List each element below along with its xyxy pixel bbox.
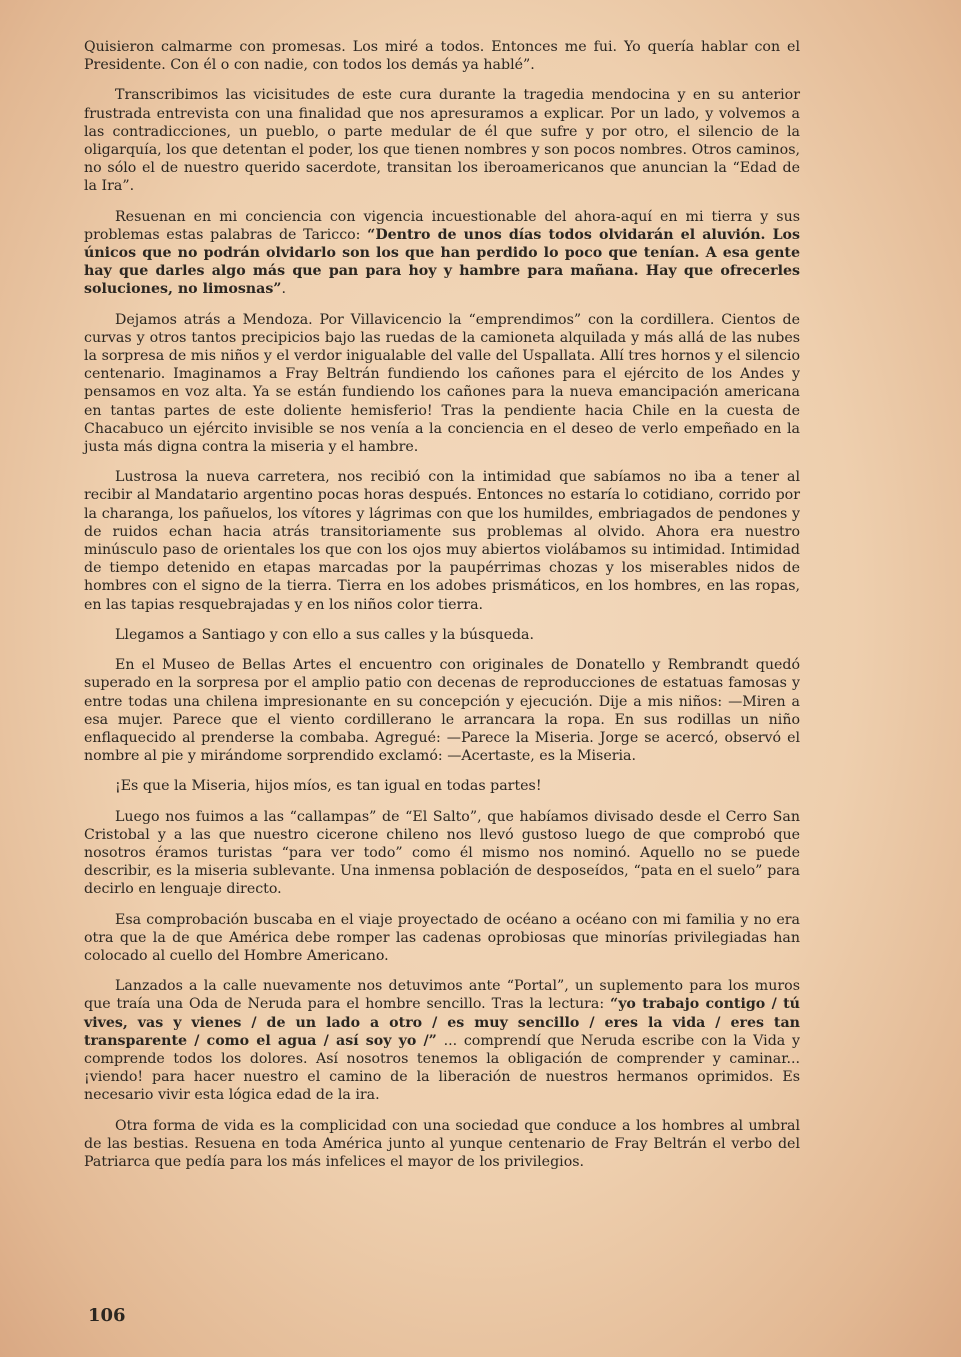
paragraph-5: Lustrosa la nueva carretera, nos recibió con la intimidad que sabíamos no iba a tener al recibir al Mandatario argentino pocas horas después. Entonces no estaría lo cotidiano, corrido por la charanga, los pañuelos, los vítores y lágrimas con que los humildes, embriagados de pendones y de ruidos echan hacia atrás transitoriamente sus problemas al olvido. Ahora era nuestro minúsculo paso de orientales los que con los ojos muy abiertos violábamos su intimidad. Intimidad de tiempo detenido en etapas marcadas por la paupérrimas chozas y los miserables nidos de hombres con el signo de la tierra. Tierra en los adobes prismáticos, en los hombres, en las ropas, en las tapias resquebrajadas y en los niños color tierra. (84, 469, 800, 613)
paragraph-10: Esa comprobación buscaba en el viaje proyectado de océano a océano con mi familia y no era otra que la de que América debe romper las cadenas oprobiosas que minorías privilegiadas han colocado al cuello del Hombre Americano. (84, 911, 800, 964)
paragraph-2: Transcribimos las vicisitudes de este cura durante la tragedia mendocina y en su anterior frustrada entrevista con una finalidad que nos apresuramos a explicar. Por un lado, y volvemos a las contradicciones, un pueblo, o parte medular de él que sufre y por otro, el silencio de la oligarquía, los que detentan el poder, los que tienen nombres y son pocos nombres. Otros caminos, no sólo el de nuestro querido sacerdote, transitan los iberoamericanos que anuncian la “Edad de la Ira”. (84, 87, 800, 195)
paragraph-3: Resuenan en mi conciencia con vigencia incuestionable del ahora-aquí en mi tierra y sus problemas estas palabras de Taricco: “Dentro de unos días todos olvidarán el aluvión. Los únicos que no podrán olvidarlo son los que han perdido lo poco que tenían. A esa gente hay que darles algo más que pan para hoy y hambre para mañana. Hay que ofrecerles soluciones, no limosnas”. (84, 208, 801, 298)
page-text (84, 38, 800, 1183)
paragraph-1: Quisieron calmarme con promesas. Los miré a todos. Entonces me fui. Yo quería hablar con el Presidente. Con él o con nadie, con todos los demás ya hablé”. (84, 39, 800, 74)
page-number: 106 (88, 1305, 126, 1326)
taricco-quote: “Dentro de unos días todos olvidarán el aluvión. Los únicos que no podrán olvidarlo son los que han perdido lo poco que tenían. A esa gente hay que darles algo más que pan para hoy y hambre para mañana. Hay que ofrecerles soluciones, no limosnas” (84, 226, 801, 298)
neruda-quote: “yo trabajo contigo / tú vives, vas y vienes / de un lado a otro / es muy sencillo / eres la vida / eres tan transparente / como el agua / así soy yo /” (84, 996, 800, 1049)
paragraph-9: Luego nos fuimos a las “callampas” de “El Salto”, que habíamos divisado desde el Cerro San Cristobal y a las que nuestro cicerone chileno nos llevó gustoso luego de que comprobó que nosotros éramos turistas “para ver todo” como él mismo nos nominó. Aquello no se puede describir, es la miseria sublevante. Una inmensa población de desposeídos, “pata en el suelo” para decirlo en lenguaje directo. (84, 808, 800, 898)
paragraph-6: Llegamos a Santiago y con ello a sus calles y la búsqueda. (115, 626, 535, 643)
paragraph-12: Otra forma de vida es la complicidad con una sociedad que conduce a los hombres al umbral de las bestias. Resuena en toda América junto al yunque centenario de Fray Beltrán el verbo del Patriarca que pedía para los más infelices el mayor de los privilegios. (84, 1117, 800, 1170)
paragraph-8: ¡Es que la Miseria, hijos míos, es tan igual en todas partes! (115, 778, 542, 795)
paragraph-4: Dejamos atrás a Mendoza. Por Villavicencio la “emprendimos” con la cordillera. Cientos de curvas y otros tantos precipicios bajo las ruedas de la camioneta alquilada y más allá de las nubes la sorpresa de mis niños y el verdor inigualable del valle del Uspallata. Allí tres hornos y el silencio centenario. Imaginamos a Fray Beltrán fundiendo los cañones para el ejército de los Andes y pensamos en voz alta. Ya se están fundiendo los cañones para la nueva emancipación americana en tantas partes de este doliente hemisferio! Tras la pendiente hacia Chile en la cuesta de Chacabuco un ejército invisible se nos venía a la conciencia en el deseo de verlo empeñado en la justa más digna contra la miseria y el hambre. (84, 311, 800, 456)
paragraph-7: En el Museo de Bellas Artes el encuentro con originales de Donatello y Rembrandt quedó superado en la sorpresa por el amplio patio con decenas de reproducciones de estatuas famosas y entre todas una chilena impresionante en su concepción y ejecución. Dije a mis niños: —Miren a esa mujer. Parece que el viento cordillerano le arrancara la ropa. En sus rodillas un niño enflaquecido al prenderse la combaba. Agregué: —Parece la Miseria. Jorge se acercó, observó el nombre al pie y mirándome sorprendido exclamó: —Acertaste, es la Miseria. (84, 657, 800, 765)
paragraph-11: Lanzados a la calle nuevamente nos detuvimos ante “Portal”, un suplemento para los muros que traía una Oda de Neruda para el hombre sencillo. Tras la lectura: “yo trabajo contigo / tú vives, vas y vienes / de un lado a otro / es muy sencillo / eres la vida / eres tan transparente / como el agua / así soy yo /” ... comprendí que Neruda escribe con la Vida y comprende todos los dolores. Así nosotros tenemos la obligación de comprender y caminar... ¡viendo! para hacer nuestro el camino de la liberación de nuestros hermanos oprimidos. Es necesario vivir esta lógica edad de la ira. (84, 978, 800, 1104)
